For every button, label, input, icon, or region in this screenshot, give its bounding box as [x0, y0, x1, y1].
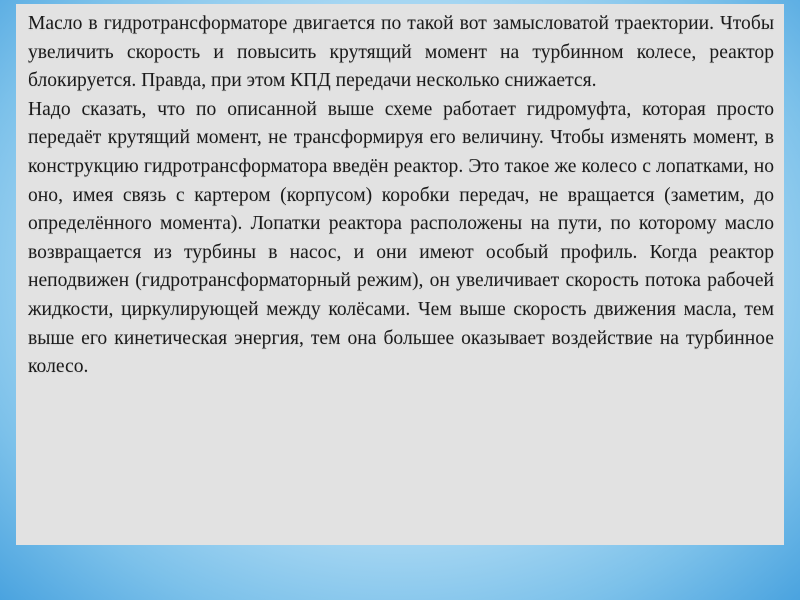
paragraph-2: Надо сказать, что по описанной выше схеме работает гидромуфта, которая просто передаёт крутящий момент, не трансформируя его величину. Чтобы изменять момент, в конструкцию гидротрансформатора введён реактор. Это такое же колесо с лопатками, но оно, имея связь с картером (корпусом) коробки передач, не вращается (заметим, до определённого момента). Лопатки реактора расположены на пути, по которому масло возвращается из турбины в насос, и они имеют особый профиль. Когда реактор неподвижен (гидротрансформаторный режим), он увеличивает скорость потока рабочей жидкости, циркулирующей между колёсами. Чем выше скорость движения масла, тем выше его кинетическая энергия, тем она большее оказывает воздействие на турбинное колесо.: [28, 98, 774, 378]
text-panel: [16, 4, 784, 545]
paragraph-1: Масло в гидротрансформаторе двигается по такой вот замысловатой траектории. Чтобы увеличить скорость и повысить крутящий момент на турбинном колесе, реактор блокируется. Правда, при этом КПД передачи несколько снижается.: [28, 13, 774, 92]
